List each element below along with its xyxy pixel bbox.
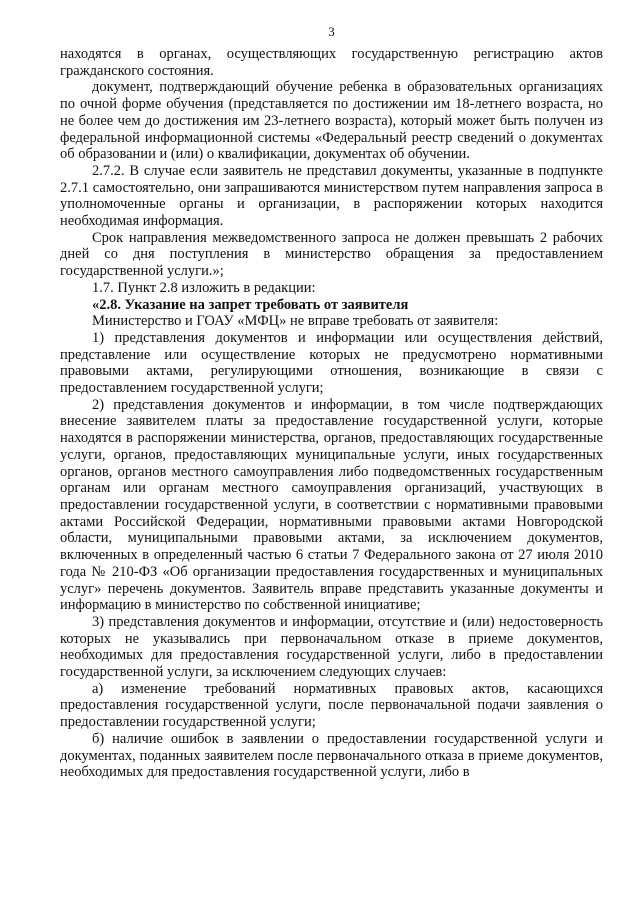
sub-list-item: а) изменение требований нормативных правовых актов, касающихся предоставления государственной услуги, после первоначальной подачи заявления о предоставлении государственной услуги;	[60, 680, 603, 731]
paragraph: Срок направления межведомственного запроса не должен превышать 2 рабочих дней со дня поступления в министерство обращения за предоставлением государственной услуги.»;	[60, 229, 603, 280]
sub-list-item: б) наличие ошибок в заявлении о предоставлении государственной услуги и документах, поданных заявителем после первоначального отказа в приеме документов, необходимых для предоставления государственной услуги, либо в	[60, 730, 603, 781]
document-body	[60, 46, 603, 781]
section-heading: «2.8. Указание на запрет требовать от заявителя	[92, 296, 409, 313]
list-item: 3) представления документов и информации, отсутствие и (или) недостоверность которых не указывались при первоначальном отказе в приеме документов, необходимых для предоставления государственной услуги, либо в предоставлении государственной услуги, за исключением следующих случаев:	[60, 613, 603, 681]
page-number: 3	[328, 24, 335, 39]
paragraph: 2.7.2. В случае если заявитель не представил документы, указанные в подпункте 2.7.1 самостоятельно, они запрашиваются министерством путем направления запроса в уполномоченные органы и организации, в распоряжении которых находится необходимая информация.	[60, 162, 603, 230]
paragraph: Министерство и ГОАУ «МФЦ» не вправе требовать от заявителя:	[92, 313, 499, 330]
paragraph: находятся в органах, осуществляющих государственную регистрацию актов гражданского состояния.	[60, 46, 603, 79]
paragraph: документ, подтверждающий обучение ребенка в образовательных организациях по очной форме обучения (представляется по достижении им 18-летнего возраста, но не более чем до достижения им 23-летнего возраста), который может быть получен из федеральной информационной системы «Федеральный реестр сведений о документах об образовании и (или) о квалификации, документах об обучении.	[60, 79, 603, 163]
paragraph: 1.7. Пункт 2.8 изложить в редакции:	[92, 279, 316, 296]
list-item: 2) представления документов и информации, в том числе подтверждающих внесение заявителем платы за предоставление государственной услуги, которые находятся в распоряжении министерства, органов, предоставляющих государственные услуги, органов, предоставляющих муниципальные услуги, иных государственных органов, органов местного самоуправления либо подведомственных государственным органам или органам местного самоуправления организаций, участвующих в предоставлении государственной услуги, в соответствии с нормативными правовыми актами Российской Федерации, нормативными правовыми актами Новгородской области, муниципальными правовыми актами, за исключением документов, включенных в определенный частью 6 статьи 7 Федерального закона от 27 июля 2010 года № 210-ФЗ «Об организации предоставления государственных и муниципальных услуг» перечень документов. Заявитель вправе представить указанные документы и информацию в министерство по собственной инициативе;	[60, 396, 603, 614]
list-item: 1) представления документов и информации или осуществления действий, представление или осуществление которых не предусмотрено нормативными правовыми актами, регулирующими отношения, возникающие в связи с предоставлением государственной услуги;	[60, 329, 603, 397]
